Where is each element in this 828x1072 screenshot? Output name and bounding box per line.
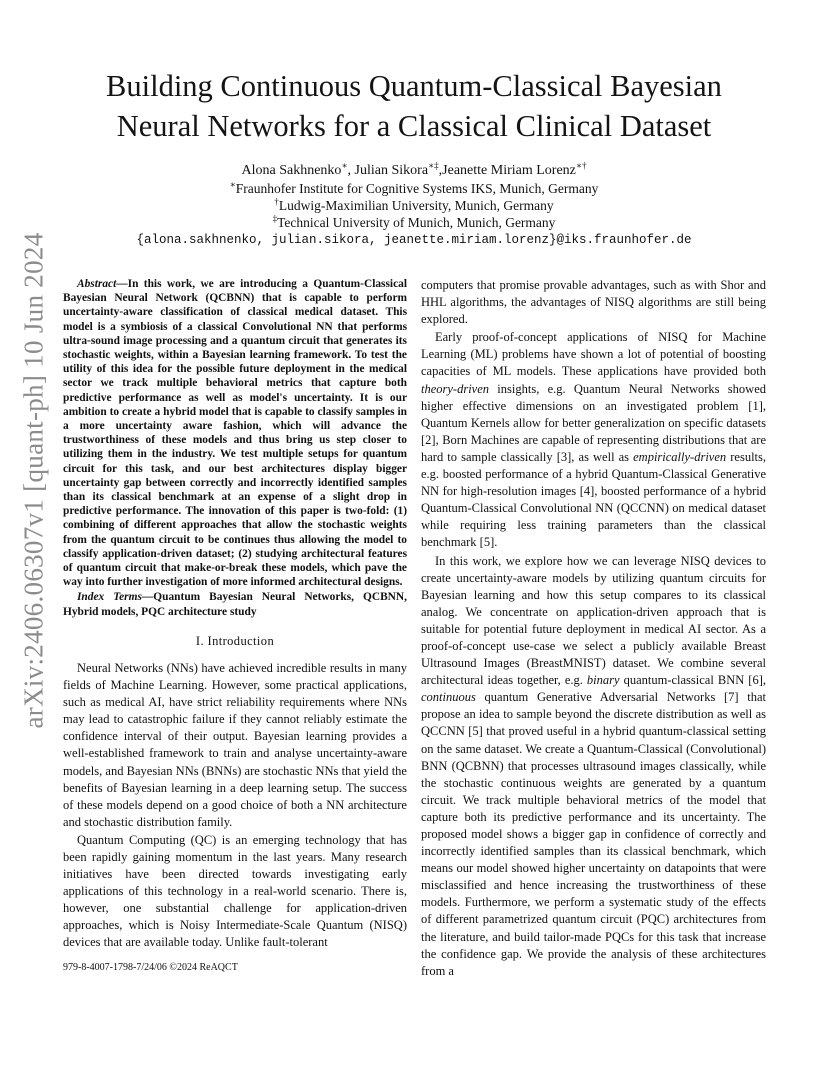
p4-text-c: quantum Generative Adversarial Networks [7] that propose an idea to sample beyond the discrete distribution as well as QCCNN [5] that proved useful in a hybrid quantum-classical setting on the same dataset. We create a Quantum-Classical (Convolutional) BNN (QCBNN) that processes ultrasound images classically, while the stochastic continuous weights are generated by a quantum circuit. We track multiple behavioral metrics of the model that capture both its predictive performance and its uncertainty. The proposed model shows a bigger gap in confidence of correctly and incorrectly identified samples than its classical benchmark, which means our model showed higher uncertainty on datapoints that were misclassified and hence increasing the trustworthiness of these models. Furthermore, we perform a systematic study of the effects of different parametrized quantum circuit (PQC) architectures from the literature, and build tailor-made PQCs for this task that increase the confidence gap. We provide the analysis of these architectures from a	[421, 690, 766, 978]
author-2: , Julian Sikora	[347, 163, 429, 178]
affiliation-2-text: Ludwig-Maximilian University, Munich, Germany	[278, 198, 554, 213]
affiliation-2	[60, 197, 768, 214]
right-column	[421, 277, 766, 980]
p4-text-b: quantum-classical BNN [6],	[619, 673, 766, 688]
affiliation-1-text: Fraunhofer Institute for Cognitive Systems IKS, Munich, Germany	[235, 181, 599, 196]
paper-title	[60, 66, 768, 146]
title-line-1: Building Continuous Quantum-Classical Bayesian	[106, 69, 722, 103]
affiliation-2-mark: †	[274, 196, 279, 207]
p3-text-a: Early proof-of-concept applications of NISQ for Machine Learning (ML) problems have shown a lot of potential of boosting capacities of ML models. These applications have provided both	[421, 330, 766, 379]
author-1-mark: ∗	[341, 160, 348, 171]
author-emails: {alona.sakhnenko, julian.sikora, jeanette.miriam.lorenz}@iks.fraunhofer.de	[136, 233, 692, 247]
p4-emphasis-binary: binary	[586, 673, 620, 688]
copyright-footer: 979-8-4007-1798-7/24/06 ©2024 ReAQCT	[63, 962, 238, 973]
intro-paragraph-1: Neural Networks (NNs) have achieved incredible results in many fields of Machine Learning. However, some practical applications, such as medical AI, have strict reliability requirements where NNs may lead to catastrophic failure if they cannot reliably estimate the confidence interval of their output. Bayesian learning provides a well-established framework to train and analyse uncertainty-aware models, and Bayesian NNs (BNNs) are stochastic NNs that yield the benefits of Bayesian learning in a deep learning setup. The success of these models depend on a good choice of both a NN architecture and stochastic distribution family.	[63, 660, 407, 829]
arxiv-identifier: arXiv:2406.06307v1 [quant-ph] 10 Jun 2024	[18, 232, 49, 728]
author-3: ,Jeanette Miriam Lorenz	[438, 163, 576, 178]
index-terms-lead: Index Terms	[77, 591, 142, 604]
affiliation-3-mark: ‡	[272, 213, 278, 224]
title-line-2: Neural Networks for a Classical Clinical Dataset	[116, 109, 712, 143]
affiliation-3	[60, 214, 768, 231]
p4-emphasis-continuous: continuous	[421, 690, 476, 705]
author-1: Alona Sakhnenko	[241, 163, 342, 178]
p3-emphasis-theory: theory-driven	[421, 381, 490, 396]
abstract	[63, 277, 407, 589]
intro-paragraph-2: Quantum Computing (QC) is an emerging technology that has been rapidly gaining momentum in the last years. Many research initiatives have been directed towards investigating early applications of this technology in a real-world scenario. There is, however, one substantial challenge for application-driven approaches, which is Noisy Intermediate-Scale Quantum (NISQ) devices that are available today. Unlike fault-tolerant	[63, 832, 407, 950]
index-terms	[63, 590, 407, 618]
intro-paragraph-4	[421, 553, 766, 980]
intro-paragraph-3	[421, 329, 766, 551]
index-terms-body: —Quantum Bayesian Neural Networks, QCBNN, Hybrid models, PQC architecture study	[63, 591, 407, 618]
author-2-mark: ∗‡	[428, 160, 439, 171]
left-column	[63, 277, 407, 952]
p3-text-c: results, e.g. boosted performance of a hybrid Quantum-Classical Generative NN for high-resolution images [4], boosted performance of a hybrid Quantum-Classical Convolutional NN (QCCNN) on medical dataset while requiring less training parameters than the classical benchmark [5].	[421, 449, 767, 550]
abstract-lead: Abstract	[77, 278, 117, 290]
abstract-body: —In this work, we are introducing a Quantum-Classical Bayesian Neural Network (QCBNN) that is capable to perform uncertainty-aware classification of classical medical dataset. This model is a symbiosis of a classical Convolutional NN that performs ultra-sound image processing and a quantum circuit that generates its stochastic weights, within a Bayesian learning framework. To test the utility of this idea for the possible future deployment in the medical sector we track multiple behavioral metrics that capture both predictive performance as well as model's uncertainty. It is our ambition to create a hybrid model that is capable to classify samples in a more uncertainty aware fashion, which will advance the trustworthiness of these models and thus bring us step closer to utilizing them in the industry. We test multiple setups for quantum circuit for this task, and our best architectures display bigger uncertainty gap between correctly and incorrectly identified samples than its classical benchmark at an expense of a slight drop in predictive performance. The innovation of this paper is two-fold: (1) combining of different approaches that allow the stochastic weights from the quantum circuit to be continues thus allowing the model to classify application-driven dataset; (2) studying architectural features of quantum circuit that make-or-break these models, which pave the way into further investigation of more informed architectural designs.	[63, 278, 407, 589]
author-names	[60, 162, 768, 179]
p3-text-b: insights, e.g. Quantum Neural Networks showed higher effective dimensions on an investigated problem [1], Quantum Kernels allow for better generalization on specific datasets [2], Born Machines are capable of representing distributions that are hard to sample classically [3], as well as	[421, 381, 766, 464]
author-block	[60, 162, 768, 249]
arxiv-stamp	[4, 232, 64, 728]
affiliation-1-mark: ∗	[229, 179, 236, 190]
intro-paragraph-2-continued: computers that promise provable advantages, such as with Shor and HHL algorithms, the advantages of NISQ algorithms are still being explored.	[421, 278, 766, 327]
section-heading-introduction: I. Introduction	[195, 633, 275, 648]
affiliation-1	[60, 180, 768, 197]
p3-emphasis-empirical: empirically-driven	[633, 449, 727, 464]
author-3-mark: ∗†	[575, 160, 587, 171]
affiliation-3-text: Technical University of Munich, Munich, Germany	[277, 215, 556, 230]
p4-text-a: In this work, we explore how we can leverage NISQ devices to create uncertainty-aware models by utilizing quantum circuits for Bayesian learning and how this setup compares to its classical analog. We concentrate on application-driven approach that is suitable for potential future deployment in medical AI sector. As a proof-of-concept use-case we select a publicly available Breast Ultrasound Images (BreastMNIST) dataset. We combine several architectural ideas together, e.g.	[421, 553, 766, 688]
